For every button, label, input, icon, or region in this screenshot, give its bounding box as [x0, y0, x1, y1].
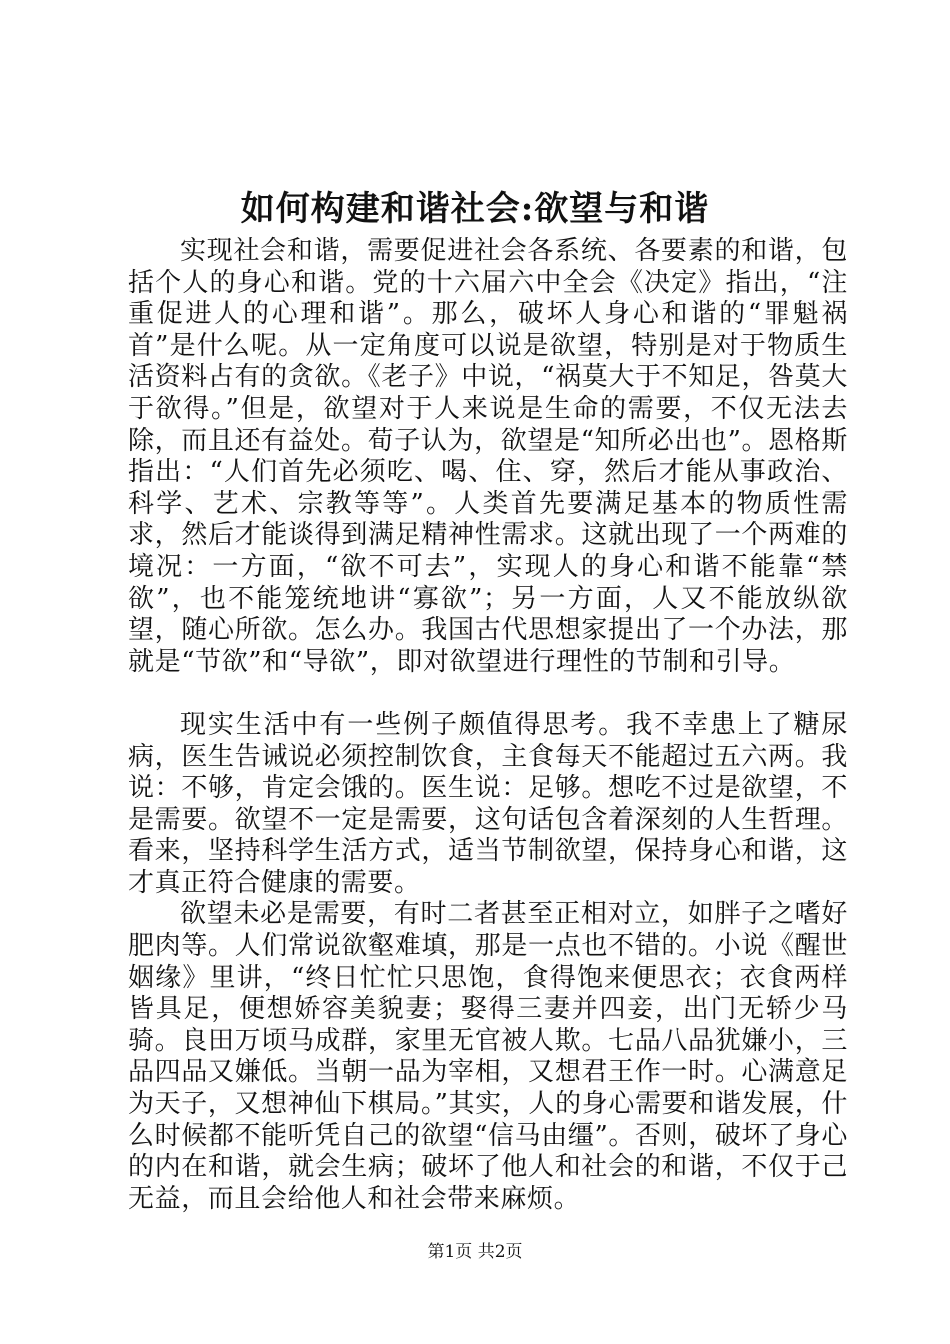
- paragraph-2: 现实生活中有一些例子颇值得思考。我不幸患上了糖尿病，医生告诫说必须控制饮食，主食每天不能超过五六两。我说：不够，肯定会饿的。医生说：足够。想吃不过是欲望，不是需要。欲望不一定是需要，这句话包含着深刻的人生哲理。看来，坚持科学生活方式，适当节制欲望，保持身心和谐，这才真正符合健康的需要。: [128, 709, 848, 898]
- document-title: 如何构建和谐社会:欲望与和谐: [240, 189, 710, 229]
- document-body: [128, 236, 848, 1215]
- paragraph-3: 欲望未必是需要，有时二者甚至正相对立，如胖子之嗜好肥肉等。人们常说欲壑难填，那是一点也不错的。小说《醒世姻缘》里讲，“终日忙忙只思饱，食得饱来便思衣；衣食两样皆具足，便想娇容美貌妻；娶得三妻并四妾，出门无轿少马骑。良田万顷马成群，家里无官被人欺。七品八品犹嫌小，三品四品又嫌低。当朝一品为宰相，又想君王作一时。心满意足为天子，又想神仙下棋局。”其实，人的身心需要和谐发展，什么时候都不能听凭自己的欲望“信马由缰”。否则，破坏了身心的内在和谐，就会生病；破坏了他人和社会的和谐，不仅于己无益，而且会给他人和社会带来麻烦。: [128, 899, 848, 1214]
- paragraph-1: 实现社会和谐，需要促进社会各系统、各要素的和谐，包括个人的身心和谐。党的十六届六中全会《决定》指出，“注重促进人的心理和谐”。那么，破坏人身心和谐的“罪魁祸首”是什么呢。从一定角度可以说是欲望，特别是对于物质生活资料占有的贪欲。《老子》中说，“祸莫大于不知足，咎莫大于欲得。”但是，欲望对于人来说是生命的需要，不仅无法去除，而且还有益处。荀子认为，欲望是“知所必出也”。恩格斯指出：“人们首先必须吃、喝、住、穿，然后才能从事政治、科学、艺术、宗教等等”。人类首先要满足基本的物质性需求，然后才能谈得到满足精神性需求。这就出现了一个两难的境况：一方面，“欲不可去”，实现人的身心和谐不能靠“禁欲”，也不能笼统地讲“寡欲”；另一方面，人又不能放纵欲望，随心所欲。怎么办。我国古代思想家提出了一个办法，那就是“节欲”和“导欲”，即对欲望进行理性的节制和引导。: [128, 236, 848, 677]
- page-number-footer: 第1页 共2页: [427, 1242, 523, 1262]
